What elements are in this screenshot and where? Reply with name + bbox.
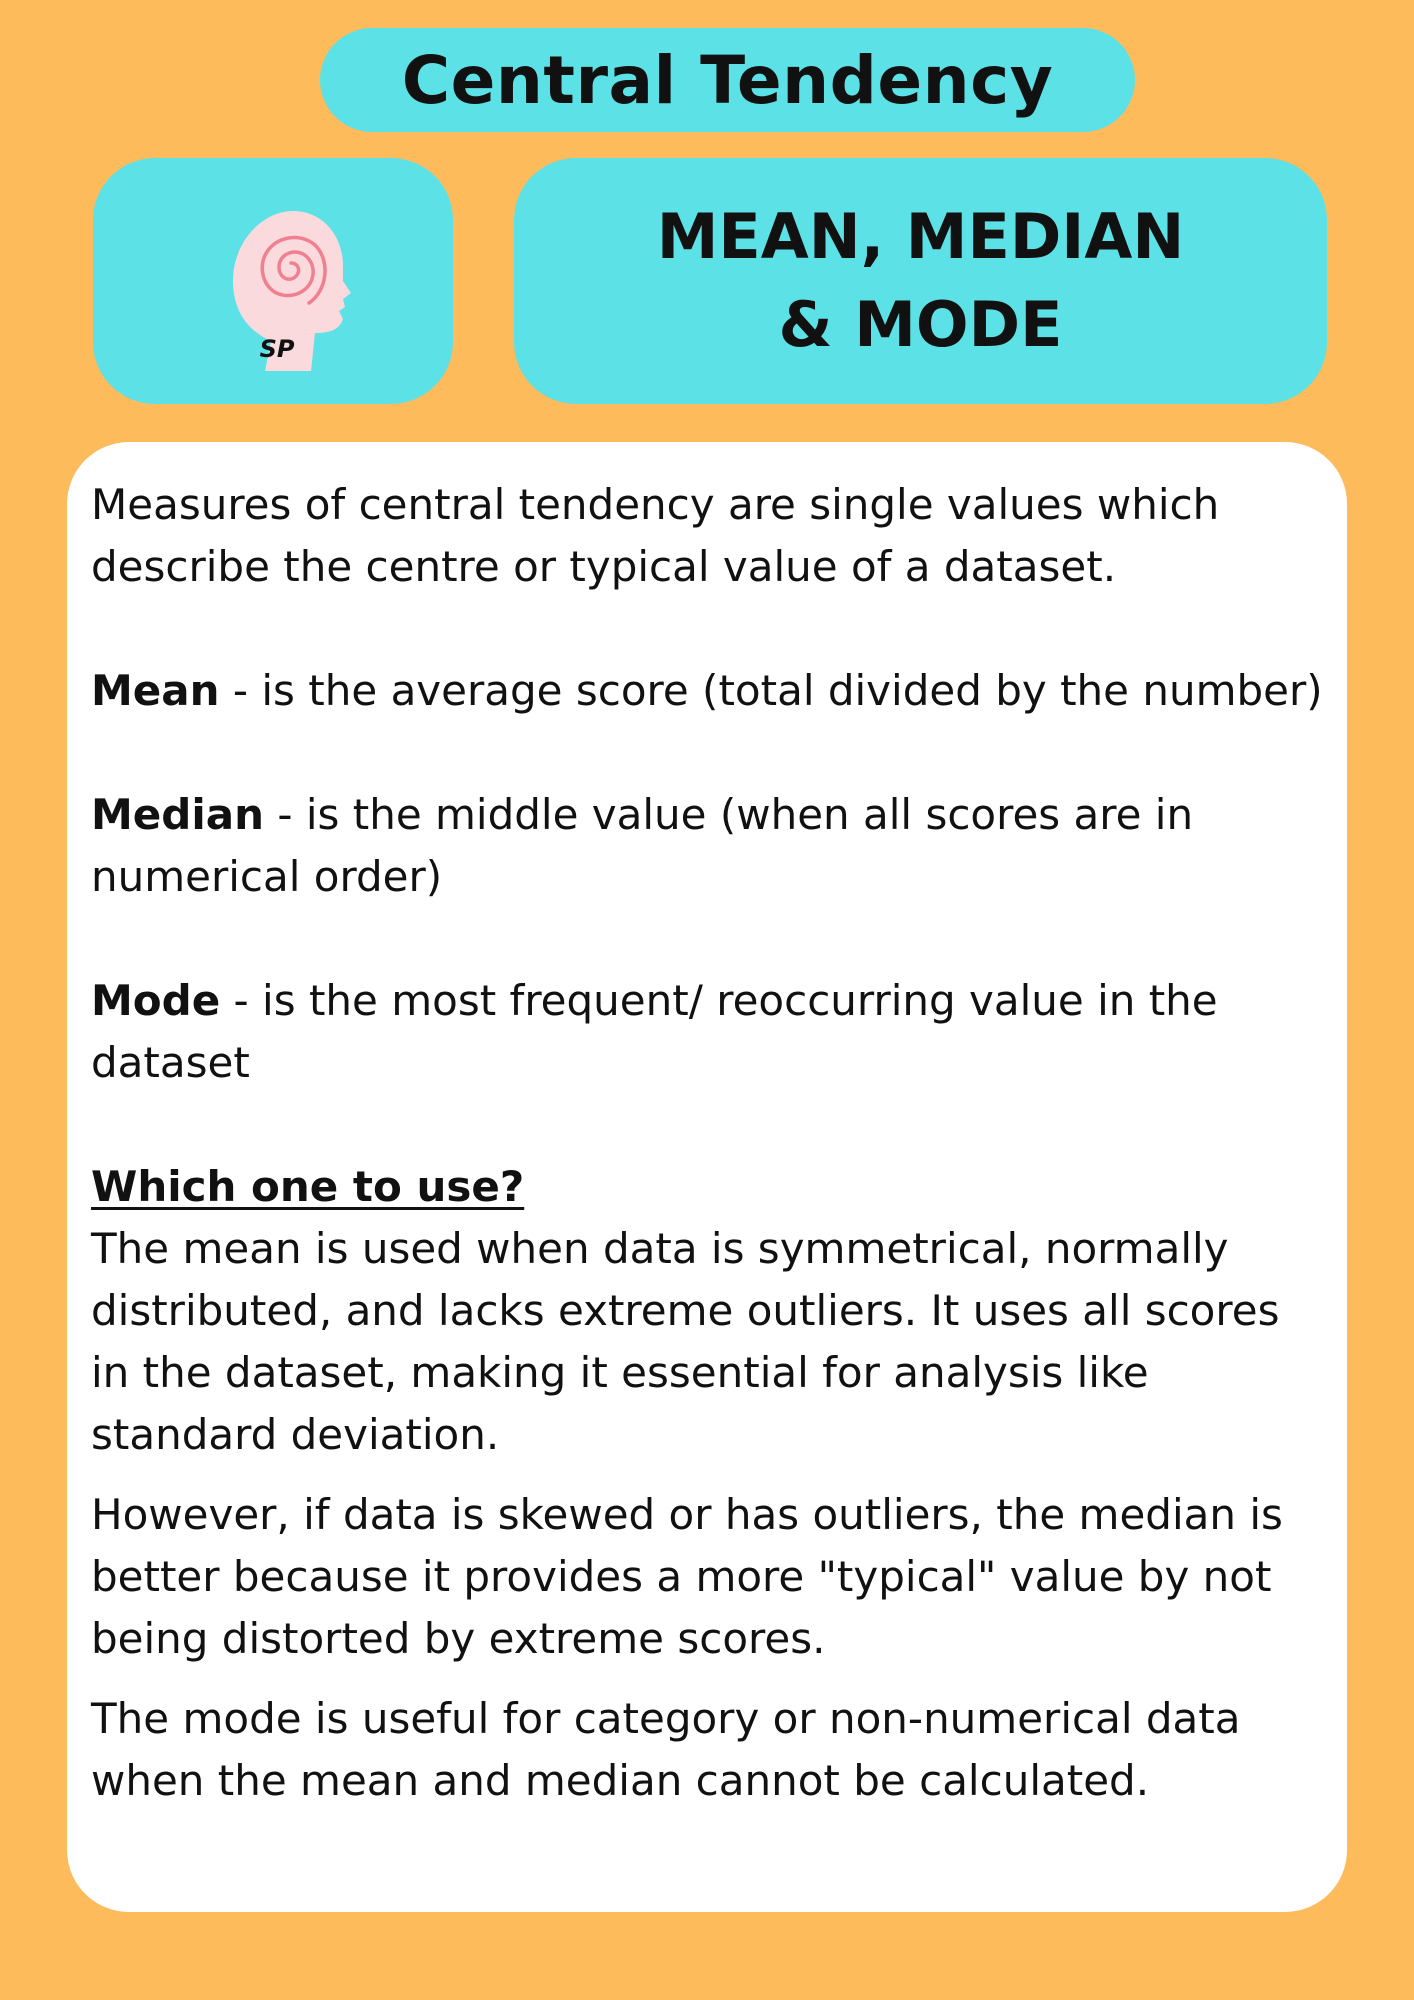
paragraph-mean-usage: The mean is used when data is symmetrical, normally distributed, and lacks extreme outliers. It uses all scores in the dataset, making it essential for analysis like standard deviation. [91, 1224, 1280, 1459]
definition-median-text: - is the middle value (when all scores are in numerical order) [91, 790, 1194, 901]
definition-mean [91, 660, 1323, 722]
definition-mean-text: - is the average score (total divided by the number) [219, 666, 1323, 715]
subtitle-box [514, 158, 1327, 404]
which-heading: Which one to use? [91, 1162, 525, 1211]
subtitle-line-2: & MODE [778, 288, 1063, 361]
intro-text: Measures of central tendency are single values which describe the centre or typical value of a dataset. [91, 480, 1220, 591]
definition-median [91, 784, 1323, 908]
paragraph-median-usage: However, if data is skewed or has outliers, the median is better because it provides a more "typical" value by not being distorted by extreme scores. [91, 1490, 1283, 1663]
definition-mode-text: - is the most frequent/ reoccurring value in the dataset [91, 976, 1218, 1087]
paragraph-mode-usage: The mode is useful for category or non-numerical data when the mean and median cannot be calculated. [91, 1694, 1241, 1805]
content-card [67, 442, 1347, 1912]
title-banner [320, 28, 1135, 132]
head-spiral-icon [193, 181, 353, 381]
subtitle-line-1: MEAN, MEDIAN [656, 200, 1185, 273]
page-title: Central Tendency [401, 41, 1054, 119]
term-mean: Mean [91, 666, 220, 715]
logo-box [93, 158, 453, 404]
logo-initials: SP [259, 335, 295, 363]
term-mode: Mode [91, 976, 221, 1025]
subtitle [657, 193, 1185, 369]
term-median: Median [91, 790, 264, 839]
definition-mode [91, 970, 1323, 1094]
content-body [91, 474, 1323, 1812]
